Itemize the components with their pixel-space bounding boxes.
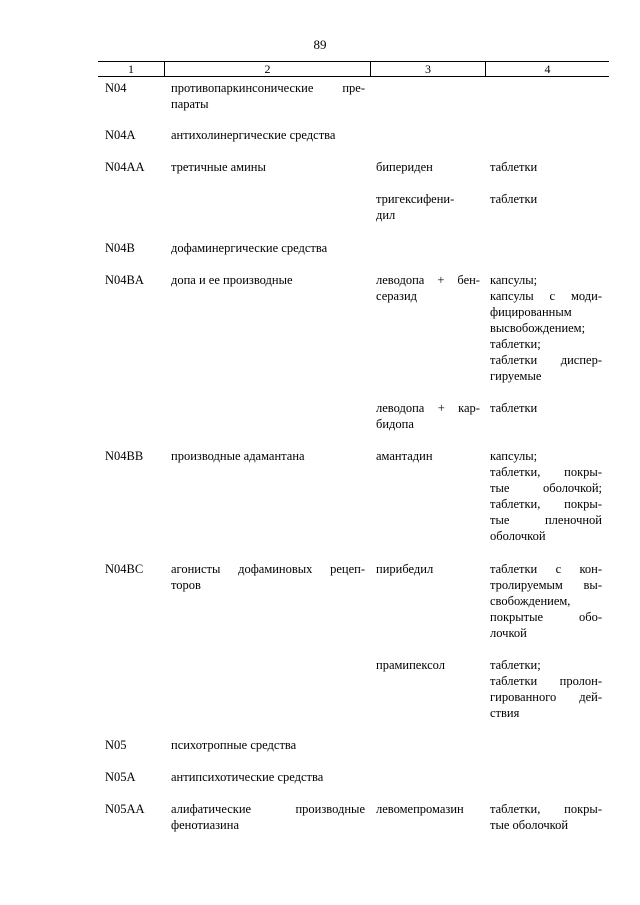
dosage-form xyxy=(490,400,602,416)
dosage-form xyxy=(490,159,602,175)
dosage-form xyxy=(490,801,602,833)
pharmacological-group-line: антипсихотические средства xyxy=(171,770,324,784)
dosage-form-line: гированного дей- xyxy=(490,690,602,704)
pharmacological-group-line: антихолинергические средства xyxy=(171,128,336,142)
pharmacological-group-line: допа и ее производные xyxy=(171,273,293,287)
header-col-3: 3 xyxy=(425,62,431,76)
drug-name xyxy=(376,159,480,175)
pharmacological-group-line: психотропные средства xyxy=(171,738,297,752)
pharmacological-group xyxy=(171,801,365,833)
pharmacological-group xyxy=(171,561,365,593)
atc-code: N04 xyxy=(105,81,127,95)
pharmacological-group xyxy=(171,448,365,464)
drug-name-line: серазид xyxy=(376,289,418,303)
atc-code: N05 xyxy=(105,738,127,752)
dosage-form xyxy=(490,191,602,207)
atc-code: N04B xyxy=(105,241,135,255)
drug-name-line: бидопа xyxy=(376,417,414,431)
dosage-form-line: лочкой xyxy=(490,626,527,640)
pharmacological-group-line: фенотиазина xyxy=(171,818,239,832)
page-number: 89 xyxy=(313,37,327,52)
atc-code: N04AA xyxy=(105,160,145,174)
pharmacological-group-line: алифатические производные xyxy=(171,802,365,816)
pharmacological-group xyxy=(171,769,365,785)
dosage-form-line: таблетки; xyxy=(490,337,541,351)
header-col-2: 2 xyxy=(264,62,271,76)
atc-code: N04A xyxy=(105,128,136,142)
dosage-form-line: оболочкой xyxy=(490,529,546,543)
dosage-form-line: таблетки, покры- xyxy=(490,465,602,479)
pharmacological-group xyxy=(171,80,365,112)
drug-name xyxy=(376,561,480,577)
dosage-form-line: таблетки диспер- xyxy=(490,353,602,367)
pharmacological-group xyxy=(171,127,365,143)
atc-code: N04BA xyxy=(105,273,144,287)
dosage-form-line: фицированным xyxy=(490,305,572,319)
pharmacological-group xyxy=(171,272,365,288)
drug-name xyxy=(376,801,480,817)
pharmacological-group-line: производные адамантана xyxy=(171,449,305,463)
drug-name-line: дил xyxy=(376,208,396,222)
dosage-form-line: таблетки, покры- xyxy=(490,802,602,816)
drug-name-line: прамипексол xyxy=(376,658,445,672)
dosage-form-line: тролируемым вы- xyxy=(490,578,602,592)
header-col-4: 4 xyxy=(544,62,551,76)
pharmacological-group xyxy=(171,737,365,753)
dosage-form-line: высвобождением; xyxy=(490,321,586,335)
drug-name xyxy=(376,272,480,304)
atc-code: N05AA xyxy=(105,802,145,816)
pharmacological-group-line: агонисты дофаминовых рецеп- xyxy=(171,562,365,576)
pharmacological-group-line: третичные амины xyxy=(171,160,266,174)
dosage-form-line: таблетки пролон- xyxy=(490,674,602,688)
drug-name-line: бипериден xyxy=(376,160,433,174)
dosage-form xyxy=(490,272,602,384)
pharmacological-group-line: дофаминергические средства xyxy=(171,241,328,255)
dosage-form-line: тые оболочкой xyxy=(490,818,569,832)
table-header xyxy=(98,61,609,77)
dosage-form-line: таблетки xyxy=(490,160,538,174)
drug-name-line: пирибедил xyxy=(376,562,434,576)
dosage-form-line: таблетки; xyxy=(490,658,541,672)
dosage-form xyxy=(490,448,602,544)
dosage-form-line: таблетки с кон- xyxy=(490,562,602,576)
drug-name xyxy=(376,448,480,464)
drug-name xyxy=(376,191,480,223)
dosage-form-line: ствия xyxy=(490,706,520,720)
atc-code: N05A xyxy=(105,770,136,784)
dosage-form-line: тые пленочной xyxy=(490,513,602,527)
dosage-form-line: капсулы; xyxy=(490,449,538,463)
dosage-form-line: таблетки xyxy=(490,401,538,415)
dosage-form-line: капсулы; xyxy=(490,273,538,287)
drug-name-line: левомепромазин xyxy=(376,802,464,816)
dosage-form-line: капсулы с моди- xyxy=(490,289,602,303)
dosage-form-line: гируемые xyxy=(490,369,542,383)
pharmacological-group-line: параты xyxy=(171,97,209,111)
dosage-form-line: свобождением, xyxy=(490,594,571,608)
dosage-form-line: таблетки, покры- xyxy=(490,497,602,511)
drug-name-line: амантадин xyxy=(376,449,433,463)
dosage-form-line: таблетки xyxy=(490,192,538,206)
dosage-form xyxy=(490,657,602,721)
pharmacological-group xyxy=(171,240,365,256)
pharmacological-group-line: противопаркинсонические пре- xyxy=(171,81,365,95)
pharmacological-group xyxy=(171,159,365,175)
atc-code: N04BC xyxy=(105,562,144,576)
pharmacological-group-line: торов xyxy=(171,578,201,592)
drug-name-line: тригексифени- xyxy=(376,192,455,206)
dosage-form xyxy=(490,561,602,641)
drug-name xyxy=(376,657,480,673)
dosage-form-line: покрытые обо- xyxy=(490,610,602,624)
dosage-form-line: тые оболочкой; xyxy=(490,481,602,495)
header-col-1: 1 xyxy=(128,62,134,76)
drug-name xyxy=(376,400,480,432)
drug-name-line: леводопа + кар- xyxy=(376,401,480,415)
drug-name-line: леводопа + бен- xyxy=(376,273,480,287)
atc-code: N04BB xyxy=(105,449,144,463)
